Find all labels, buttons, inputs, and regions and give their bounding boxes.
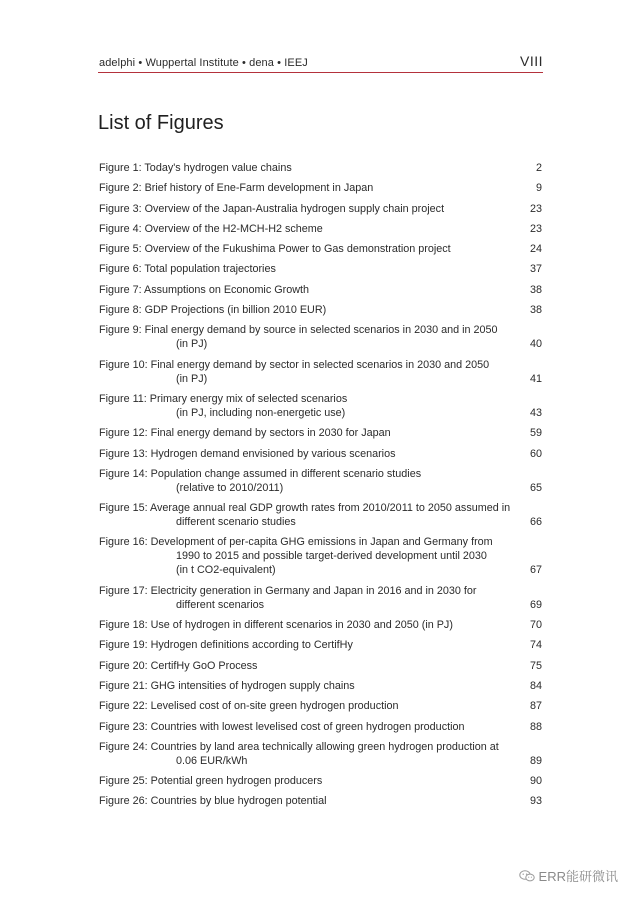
figure-caption-continued: different scenarios <box>176 598 265 611</box>
figure-entry[interactable] <box>99 720 542 734</box>
figure-caption: Figure 22: Levelised cost of on-site green hydrogen production <box>99 700 399 713</box>
figure-entry[interactable] <box>99 202 542 216</box>
figure-caption: Figure 6: Total population trajectories <box>99 263 276 276</box>
page-title: List of Figures <box>98 112 224 134</box>
figure-entry[interactable] <box>99 535 542 577</box>
figure-page-number: 90 <box>529 775 542 788</box>
figure-page-number: 88 <box>529 720 542 733</box>
figure-caption: Figure 5: Overview of the Fukushima Power to Gas demonstration project <box>99 243 451 256</box>
figure-page-number: 89 <box>529 754 542 767</box>
figure-page-number: 67 <box>529 564 542 577</box>
figure-caption: Figure 18: Use of hydrogen in different scenarios in 2030 and 2050 (in PJ) <box>99 619 453 632</box>
figure-page-number: 43 <box>529 406 542 419</box>
figure-entry[interactable] <box>99 679 542 693</box>
figure-entry[interactable] <box>99 283 542 297</box>
figure-page-number: 87 <box>529 700 542 713</box>
figure-page-number: 74 <box>529 639 542 652</box>
figure-caption: Figure 3: Overview of the Japan-Australia hydrogen supply chain project <box>99 202 445 215</box>
figure-caption: Figure 17: Electricity generation in Germany and Japan in 2016 and in 2030 for <box>99 584 477 597</box>
figure-entry[interactable] <box>99 467 542 495</box>
figure-caption: Figure 26: Countries by blue hydrogen potential <box>99 795 327 808</box>
figure-caption-continued: (in PJ, including non-energetic use) <box>176 406 346 419</box>
figure-entry[interactable] <box>99 740 542 768</box>
figure-caption-continued: 0.06 EUR/kWh <box>176 754 248 767</box>
figure-entry[interactable] <box>99 262 542 276</box>
figure-caption: Figure 7: Assumptions on Economic Growth <box>99 283 310 296</box>
figure-page-number: 70 <box>529 619 542 632</box>
figure-caption-continued: (in t CO2-equivalent) <box>176 564 276 577</box>
figure-caption: Figure 12: Final energy demand by sectors in 2030 for Japan <box>99 427 391 440</box>
figure-page-number: 24 <box>529 243 542 256</box>
figure-page-number: 41 <box>529 372 542 385</box>
figure-page-number: 9 <box>535 182 542 195</box>
figure-entry[interactable] <box>99 638 542 652</box>
figure-caption: Figure 14: Population change assumed in different scenario studies <box>99 467 422 480</box>
figure-page-number: 84 <box>529 679 542 692</box>
figure-entry[interactable] <box>99 774 542 788</box>
figure-caption: Figure 24: Countries by land area technically allowing green hydrogen production at <box>99 740 499 753</box>
figure-page-number: 75 <box>529 659 542 672</box>
figure-entry[interactable] <box>99 699 542 713</box>
figure-caption-continued: (in PJ) <box>176 372 208 385</box>
figure-caption-continued: (in PJ) <box>176 338 208 351</box>
figure-page-number: 38 <box>529 304 542 317</box>
figure-entry[interactable] <box>99 242 542 256</box>
figure-entry[interactable] <box>99 222 542 236</box>
figure-page-number: 60 <box>529 447 542 460</box>
figure-entry[interactable] <box>99 181 542 195</box>
figure-entry[interactable] <box>99 794 542 808</box>
figure-caption: Figure 8: GDP Projections (in billion 2010 EUR) <box>99 304 327 317</box>
figure-page-number: 23 <box>529 202 542 215</box>
figure-page-number: 93 <box>529 795 542 808</box>
watermark-text: ERR能研微讯 <box>538 869 618 884</box>
figure-caption: Figure 19: Hydrogen definitions according to CertifHy <box>99 639 353 652</box>
figure-entry[interactable] <box>99 584 542 612</box>
figure-caption: Figure 23: Countries with lowest levelised cost of green hydrogen production <box>99 720 465 733</box>
figure-page-number: 38 <box>529 283 542 296</box>
figure-page-number: 23 <box>529 222 542 235</box>
page-header <box>98 52 543 73</box>
figure-caption-continued: (relative to 2010/2011) <box>176 481 284 494</box>
figure-entry[interactable] <box>99 447 542 461</box>
figure-entry[interactable] <box>99 358 542 386</box>
figure-caption: Figure 15: Average annual real GDP growth rates from 2010/2011 to 2050 assumed in <box>99 502 511 515</box>
figure-entry[interactable] <box>99 323 542 351</box>
wechat-icon <box>519 870 535 882</box>
figure-caption-continued: different scenario studies <box>176 516 296 529</box>
figure-caption: Figure 2: Brief history of Ene-Farm development in Japan <box>99 182 374 195</box>
figure-page-number: 66 <box>529 516 542 529</box>
figure-caption: Figure 4: Overview of the H2-MCH-H2 scheme <box>99 222 323 235</box>
figure-entry[interactable] <box>99 426 542 440</box>
figure-entry[interactable] <box>99 659 542 673</box>
header-authors: adelphi • Wuppertal Institute • dena • IEEJ <box>99 57 308 69</box>
header-page-number: VIII <box>519 53 543 69</box>
figure-page-number: 59 <box>529 427 542 440</box>
figure-entry[interactable] <box>99 161 542 175</box>
figure-page-number: 65 <box>529 481 542 494</box>
figure-caption: Figure 21: GHG intensities of hydrogen supply chains <box>99 679 355 692</box>
figure-caption: Figure 11: Primary energy mix of selected scenarios <box>99 392 348 405</box>
figure-entry[interactable] <box>99 392 542 420</box>
watermark <box>519 866 618 885</box>
figure-caption: Figure 1: Today's hydrogen value chains <box>99 162 292 174</box>
figure-caption: Figure 10: Final energy demand by sector in selected scenarios in 2030 and 2050 <box>99 358 490 371</box>
figure-caption: Figure 25: Potential green hydrogen producers <box>99 775 323 788</box>
figure-page-number: 40 <box>529 338 542 351</box>
figure-entry[interactable] <box>99 303 542 317</box>
figure-entry[interactable] <box>99 618 542 632</box>
figure-caption: Figure 16: Development of per-capita GHG emissions in Japan and Germany from <box>99 536 493 549</box>
figure-caption: Figure 13: Hydrogen demand envisioned by various scenarios <box>99 447 396 460</box>
figure-page-number: 37 <box>529 263 542 276</box>
figure-entry[interactable] <box>99 501 542 529</box>
figure-caption: Figure 9: Final energy demand by source in selected scenarios in 2030 and in 2050 <box>99 324 498 337</box>
figure-page-number: 69 <box>529 598 542 611</box>
figure-caption: Figure 20: CertifHy GoO Process <box>99 659 258 672</box>
figures-list <box>99 161 542 815</box>
figure-caption-continued: 1990 to 2015 and possible target-derived development until 2030 <box>176 550 487 563</box>
figure-page-number: 2 <box>535 162 542 174</box>
